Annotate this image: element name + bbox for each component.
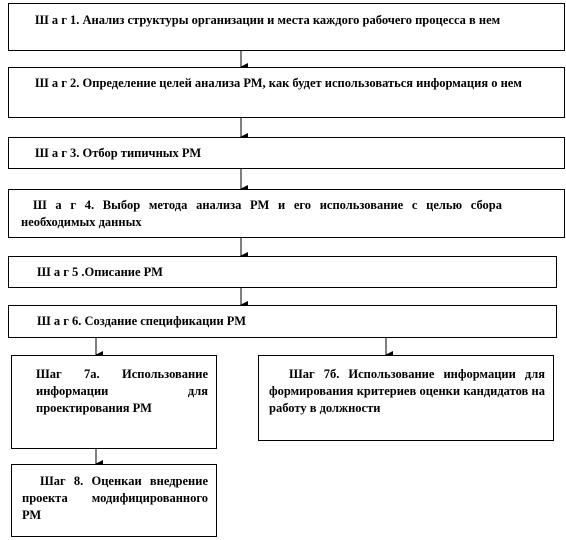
step-7a-text: Шаг 7а. Использование информации для проектирования РМ <box>36 367 208 415</box>
step-7b-text: Шаг 7б. Использование информации для формирования критериев оценки кандидатов на работу в должности <box>269 367 545 415</box>
step-6-box <box>8 305 557 338</box>
step-1-box <box>8 3 565 51</box>
step-2-text: Ш а г 2. Определение целей анализа РМ, как будет использоваться информация о нем <box>35 76 522 90</box>
step-6-text: Ш а г 6. Создание спецификации РМ <box>37 314 246 328</box>
step-3-text: Ш а г 3. Отбор типичных РМ <box>35 146 202 160</box>
step-2-box <box>8 67 565 118</box>
step-4-text: Ш а г 4. Выбор метода анализа РМ и его использование с целью сбора необходимых данных <box>21 198 502 229</box>
step-5-box <box>8 256 557 288</box>
step-3-box <box>8 137 565 169</box>
step-8-text: Шаг 8. Оценкаи внедрение проекта модифицированного РМ <box>22 474 208 522</box>
step-7a-box <box>11 355 217 449</box>
step-1-text: Ш а г 1. Анализ структуры организации и места каждого рабочего процесса в нем <box>35 13 501 27</box>
step-7b-box <box>258 355 554 441</box>
step-4-box <box>8 189 565 238</box>
step-5-text: Ш а г 5 .Описание РМ <box>37 265 163 279</box>
step-8-box <box>11 464 217 537</box>
